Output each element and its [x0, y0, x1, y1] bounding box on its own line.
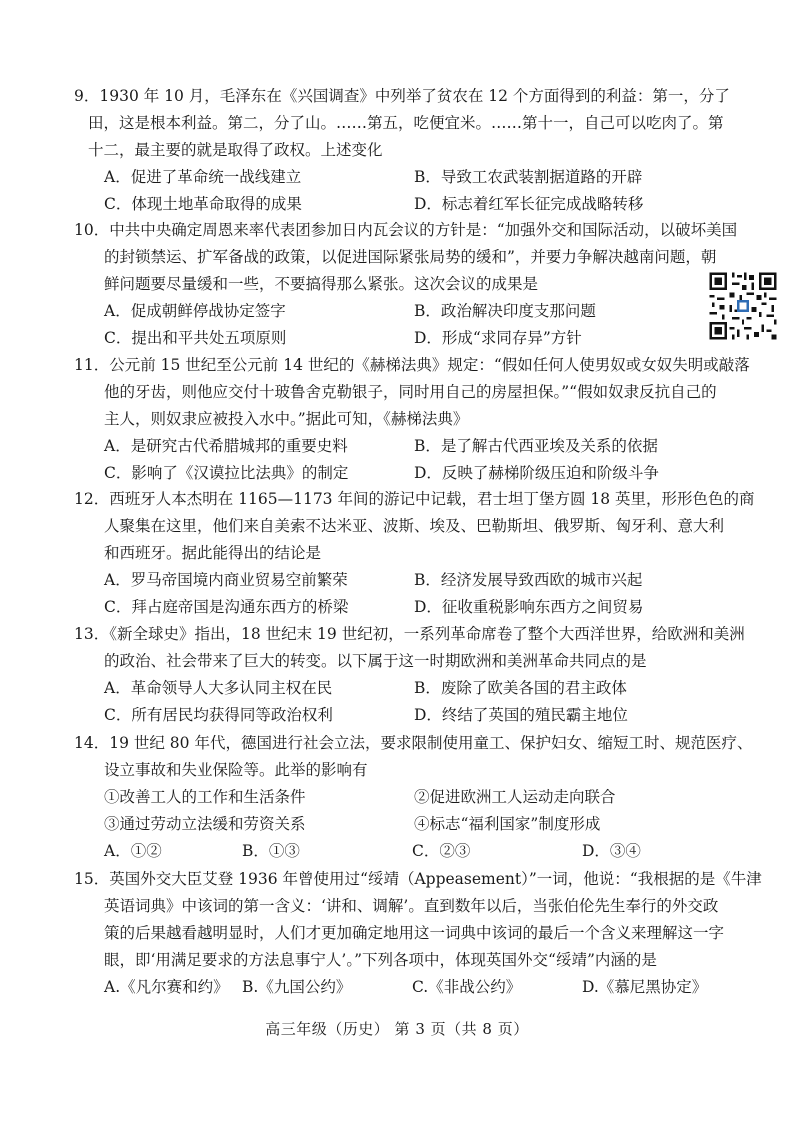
question-12 [74, 486, 755, 621]
option-row [74, 191, 724, 218]
question-9 [74, 83, 730, 218]
question-stem-line: 人聚集在这里，他们来自美索不达米亚、波斯、埃及、巴勒斯坦、俄罗斯、匈牙利、意大利 [104, 517, 725, 535]
option-row [74, 460, 724, 487]
option-b[interactable]: B．经济发展导致西欧的城市兴起 [414, 571, 643, 589]
question-stem-line: 14．19 世纪 80 年代，德国进行社会立法，要求限制使用童工、保护妇女、缩短工时、规范医疗、 [74, 734, 753, 752]
question-11 [74, 352, 750, 487]
option-a[interactable]: A．革命领导人大多认同主权在民 [104, 679, 333, 697]
option-row [74, 567, 724, 594]
option-row [74, 974, 724, 1001]
option-c[interactable]: C．体现土地革命取得的成果 [104, 195, 302, 213]
option-b[interactable]: B．政治解决印度支那问题 [414, 302, 596, 320]
question-stem-line: 15．英国外交大臣艾登 1936 年曾使用过“绥靖（Appeasement）”一词，他说：“我根据的是《牛津 [74, 870, 762, 888]
question-stem-line: 的政治、社会带来了巨大的转变。以下属于这一时期欧洲和美洲革命共同点的是 [104, 652, 647, 670]
option-c[interactable]: C．②③ [412, 842, 471, 860]
option-a[interactable]: A．是研究古代希腊城邦的重要史料 [104, 437, 348, 455]
option-a[interactable]: A．①② [104, 842, 162, 860]
question-stem-line: 田，这是根本利益。第二，分了山。……第五，吃便宜米。……第十一，自己可以吃肉了。第 [88, 114, 724, 132]
question-stem-line: 眼，即‘用满足要求的方法息事宁人’。”下列各项中，体现英国外交“绥靖”内涵的是 [104, 951, 657, 969]
option-row [74, 675, 724, 702]
option-row [74, 164, 724, 191]
option-c[interactable]: C．拜占庭帝国是沟通东西方的桥梁 [104, 598, 349, 616]
option-c[interactable]: C．提出和平共处五项原则 [104, 329, 287, 347]
option-c[interactable]: C.《非战公约》 [412, 978, 522, 996]
option-row [74, 298, 724, 325]
question-stem-line: 11．公元前 15 世纪至公元前 14 世纪的《赫梯法典》规定：“假如任何人使男奴或女奴失明或敲落 [74, 356, 750, 374]
option-a[interactable]: A．促成朝鲜停战协定签字 [104, 302, 286, 320]
question-stem-line: 英语词典》中该词的第一含义：‘讲和、调解’。直到数年以后，当张伯伦先生奉行的外交政 [104, 897, 719, 915]
question-stem-line: 的封锁禁运、扩军备战的政策，以促进国际紧张局势的缓和”，并要力争解决越南问题，朝 [104, 248, 717, 266]
option-b[interactable]: B．废除了欧美各国的君主政体 [414, 679, 627, 697]
option-d[interactable]: D．③④ [582, 842, 641, 860]
option-row [74, 433, 724, 460]
statement-row [74, 784, 724, 811]
question-stem-line: 十二，最主要的就是取得了政权。上述变化 [88, 141, 383, 159]
statement-1: ①改善工人的工作和生活条件 [104, 788, 306, 806]
option-a[interactable]: A.《凡尔赛和约》 [104, 978, 229, 996]
question-stem-line: 12．西班牙人本杰明在 1165—1173 年间的游记中记载，君士坦丁堡方圆 18 英里，形形色色的商 [74, 490, 755, 508]
option-d[interactable]: D．形成“求同存异”方针 [414, 329, 582, 347]
question-stem-line: 策的后果越看越明显时，人们才更加确定地用这一词典中该词的最后一个含义来理解这一字 [104, 924, 725, 942]
option-a[interactable]: A．促进了革命统一战线建立 [104, 168, 302, 186]
option-b[interactable]: B．导致工农武装割据道路的开辟 [414, 168, 643, 186]
option-row [74, 702, 724, 729]
option-c[interactable]: C．所有居民均获得同等政治权利 [104, 706, 333, 724]
page-footer: 高三年级（历史） 第 3 页（共 8 页） [265, 1020, 529, 1038]
statement-row [74, 811, 724, 838]
question-10 [74, 217, 738, 352]
option-d[interactable]: D．标志着红军长征完成战略转移 [414, 195, 644, 213]
option-b[interactable]: B.《九国公约》 [242, 978, 352, 996]
question-14 [74, 730, 753, 865]
statement-3: ③通过劳动立法缓和劳资关系 [104, 815, 306, 833]
option-row [74, 594, 724, 621]
question-15 [74, 866, 762, 1001]
question-stem-line: 13．《新全球史》指出，18 世纪末 19 世纪初，一系列革命席卷了整个大西洋世界，给欧洲和美洲 [74, 625, 745, 643]
question-stem-line: 鲜问题要尽量缓和一些，不要搞得那么紧张。这次会议的成果是 [104, 275, 539, 293]
option-a[interactable]: A．罗马帝国境内商业贸易空前繁荣 [104, 571, 348, 589]
statement-2: ②促进欧洲工人运动走向联合 [414, 788, 616, 806]
question-stem-line: 9．1930 年 10 月，毛泽东在《兴国调查》中列举了贫农在 12 个方面得到的利益：第一，分了 [74, 87, 730, 105]
option-row [74, 325, 724, 352]
option-d[interactable]: D．征收重税影响东西方之间贸易 [414, 598, 644, 616]
option-c[interactable]: C．影响了《汉谟拉比法典》的制定 [104, 464, 349, 482]
option-d[interactable]: D．反映了赫梯阶级压迫和阶级斗争 [414, 464, 659, 482]
question-stem-line: 设立事故和失业保险等。此举的影响有 [104, 761, 368, 779]
question-13 [74, 621, 745, 729]
question-stem-line: 主人，则奴隶应被投入水中。”据此可知，《赫梯法典》 [104, 410, 469, 428]
option-b[interactable]: B．①③ [242, 842, 300, 860]
qr-code-icon [707, 270, 779, 342]
statement-4: ④标志“福利国家”制度形成 [414, 815, 601, 833]
option-d[interactable]: D．终结了英国的殖民霸主地位 [414, 706, 628, 724]
question-stem-line: 10．中共中央确定周恩来率代表团参加日内瓦会议的方针是：“加强外交和国际活动，以破坏美国 [74, 221, 738, 239]
question-stem-line: 他的牙齿，则他应交付十玻鲁舍克勒银子，同时用自己的房屋担保。”“假如奴隶反抗自己的 [104, 383, 717, 401]
option-b[interactable]: B．是了解古代西亚埃及关系的依据 [414, 437, 658, 455]
question-stem-line: 和西班牙。据此能得出的结论是 [104, 544, 322, 562]
option-d[interactable]: D.《慕尼黑协定》 [582, 978, 708, 996]
option-row [74, 838, 724, 865]
